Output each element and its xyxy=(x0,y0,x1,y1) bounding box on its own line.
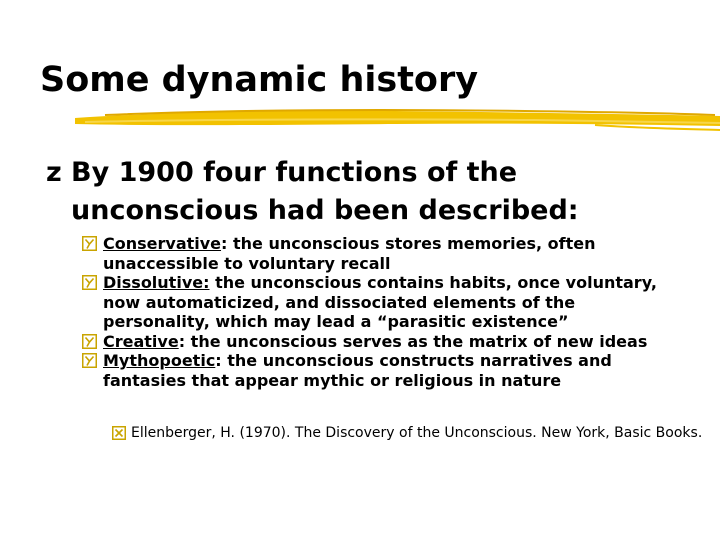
sub-bullet-list xyxy=(82,234,682,390)
sub-bullet-text: the unconscious contains habits, once voluntary, now automaticized, and dissociated elements of the personality, which may lead a “parasitic existence” xyxy=(103,273,657,331)
reference-text: Ellenberger, H. (1970). The Discovery of the Unconscious. New York, Basic Books. xyxy=(131,425,703,441)
sub-bullet-text: : the unconscious stores memories, often unaccessible to voluntary recall xyxy=(103,234,596,273)
sub-bullet-mythopoetic xyxy=(82,351,682,390)
sub-bullet-creative xyxy=(82,332,682,352)
sub-bullet-dissolutive xyxy=(82,273,682,332)
x-box-icon xyxy=(112,426,126,440)
term-dissolutive: Dissolutive: xyxy=(103,273,210,292)
sub-bullet-text: : the unconscious constructs narratives and fantasies that appear mythic or religious in nature xyxy=(103,351,612,390)
y-box-icon xyxy=(82,353,97,368)
sub-bullet-text: : the unconscious serves as the matrix of new ideas xyxy=(178,331,648,351)
term-creative: Creative xyxy=(103,331,179,351)
main-bullet xyxy=(46,154,706,230)
term-mythopoetic: Mythopoetic xyxy=(103,351,216,370)
slide-title: Some dynamic history xyxy=(40,60,479,100)
y-box-icon xyxy=(82,275,97,290)
reference-citation xyxy=(112,424,711,443)
y-box-icon xyxy=(82,236,97,251)
title-underline-brushstroke xyxy=(75,104,720,134)
y-box-icon xyxy=(82,334,97,349)
term-conservative: Conservative xyxy=(103,234,222,253)
main-bullet-text: By 1900 four functions of the unconscious had been described: xyxy=(71,157,579,226)
sub-bullet-conservative xyxy=(82,234,682,273)
z-bullet-icon: z xyxy=(46,157,62,188)
